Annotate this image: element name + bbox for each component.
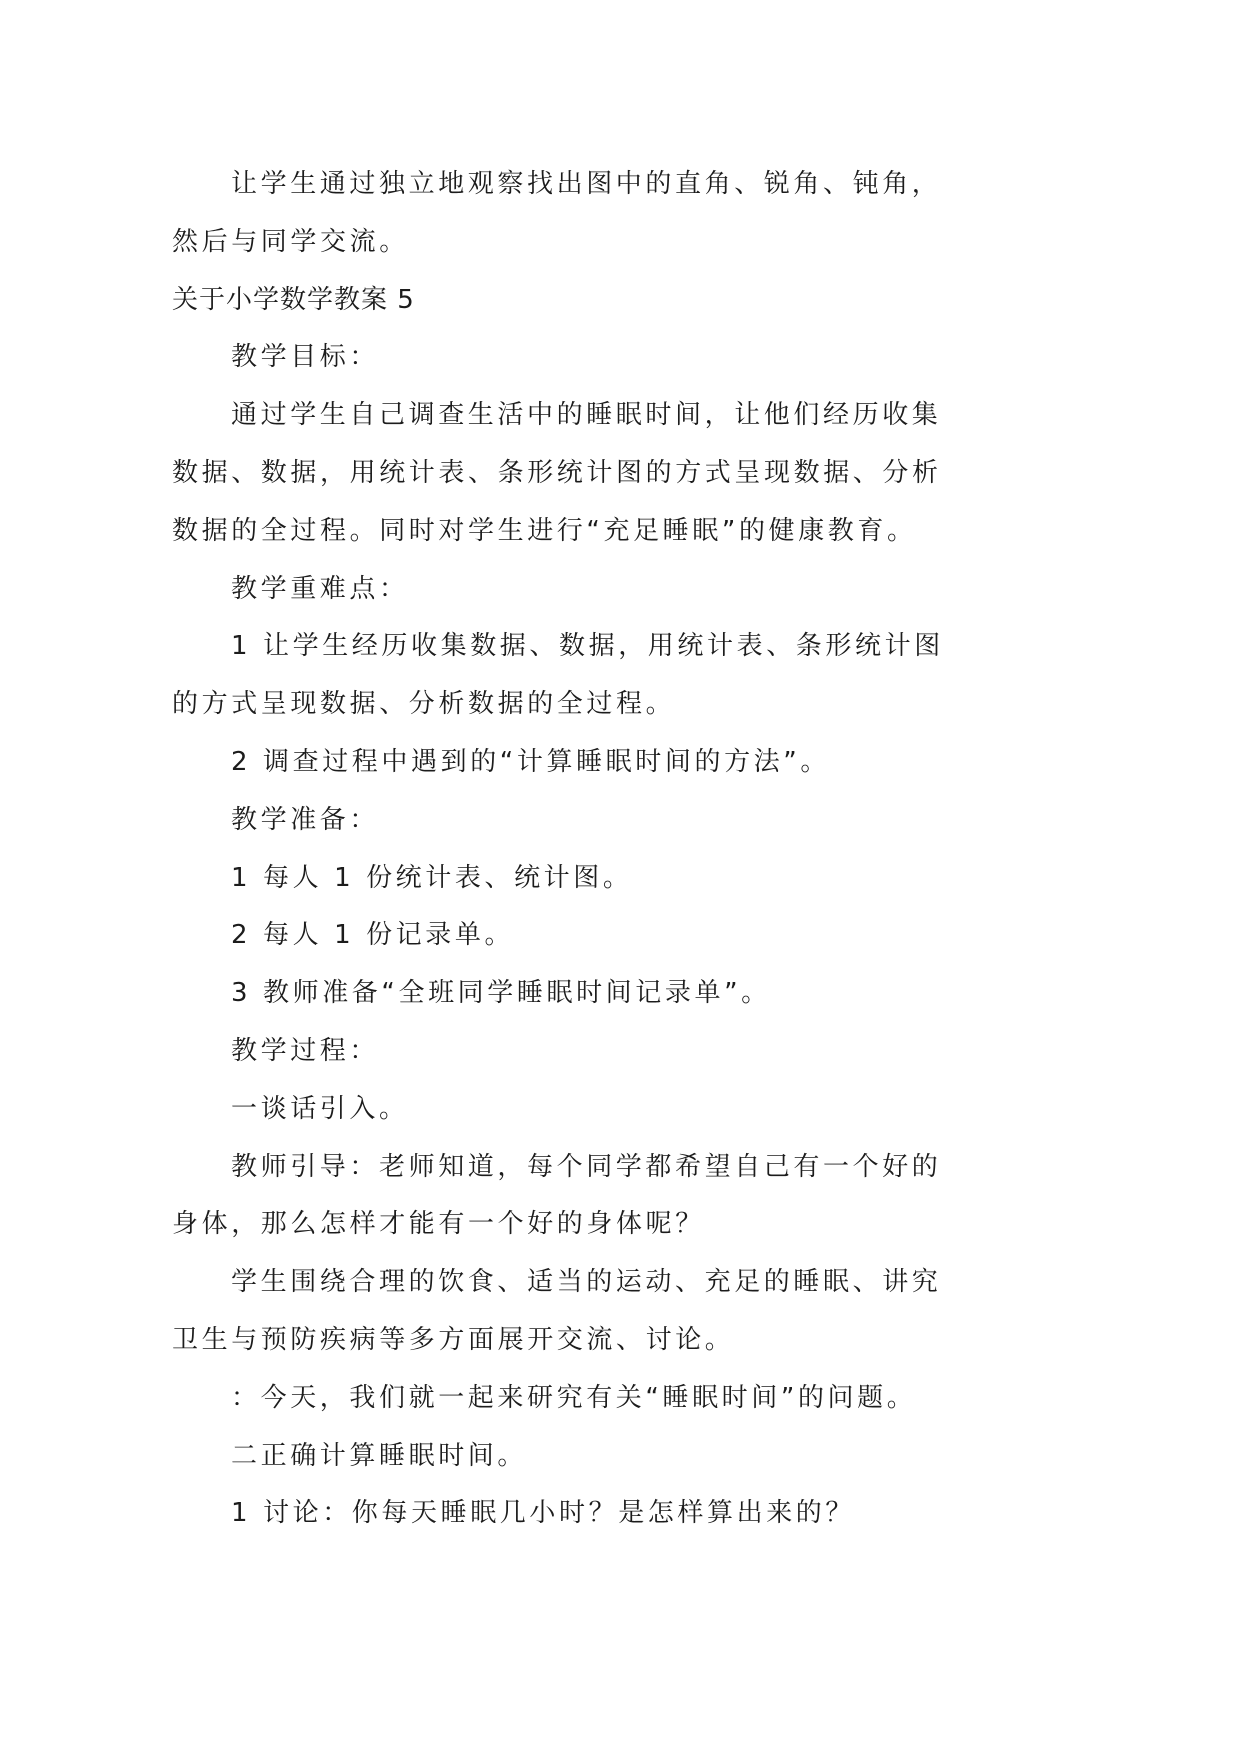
text-line: 卫生与预防疾病等多方面展开交流、讨论。 [172,1324,735,1355]
document-body [172,156,1072,1543]
text-line: 二正确计算睡眠时间。 [231,1440,528,1471]
paragraph [172,1370,1072,1428]
text-line: 1 讨论：你每天睡眠几小时？是怎样算出来的？ [231,1498,856,1529]
paragraph [172,907,1072,965]
text-line: 身体，那么怎样才能有一个好的身体呢？ [172,1209,705,1240]
section-heading: 关于小学数学教案 5 [172,284,415,315]
paragraph [172,1139,1072,1255]
text-line: 然后与同学交流。 [172,226,409,257]
subheading-preparation: 教学准备： [231,804,380,835]
paragraph [172,850,1072,908]
text-line: 学生围绕合理的饮食、适当的运动、充足的睡眠、讲究 [231,1267,942,1298]
text-line: 2 每人 1 份记录单。 [231,920,515,951]
subheading-key-points: 教学重难点： [231,573,409,604]
paragraph [172,1428,1072,1486]
text-line: 1 每人 1 份统计表、统计图。 [231,862,633,893]
paragraph [172,387,1072,560]
paragraph [172,1023,1072,1081]
paragraph [172,734,1072,792]
text-line: 让学生通过独立地观察找出图中的直角、锐角、钝角， [231,169,942,199]
paragraph [172,329,1072,387]
paragraph [172,1081,1072,1139]
subheading-process: 教学过程： [231,1035,380,1066]
text-line: 数据、数据，用统计表、条形统计图的方式呈现数据、分析 [172,457,942,488]
text-line: ：今天，我们就一起来研究有关“睡眠时间”的问题。 [231,1382,917,1413]
text-line: 一谈话引入。 [231,1093,409,1124]
paragraph [172,561,1072,619]
paragraph [172,1485,1072,1543]
text-line: 2 调查过程中遇到的“计算睡眠时间的方法”。 [231,746,830,777]
text-line: 的方式呈现数据、分析数据的全过程。 [172,689,676,720]
paragraph [172,792,1072,850]
paragraph [172,1254,1072,1370]
text-line: 3 教师准备“全班同学睡眠时间记录单”。 [231,978,771,1009]
paragraph [172,156,1072,272]
text-line: 通过学生自己调查生活中的睡眠时间，让他们经历收集 [231,400,942,431]
text-line: 1 让学生经历收集数据、数据，用统计表、条形统计图 [231,631,944,662]
text-line: 教师引导：老师知道，每个同学都希望自己有一个好的 [231,1151,942,1182]
subheading-objectives: 教学目标： [231,342,380,373]
paragraph [172,965,1072,1023]
paragraph [172,618,1072,734]
text-line: 数据的全过程。同时对学生进行“充足睡眠”的健康教育。 [172,515,917,546]
